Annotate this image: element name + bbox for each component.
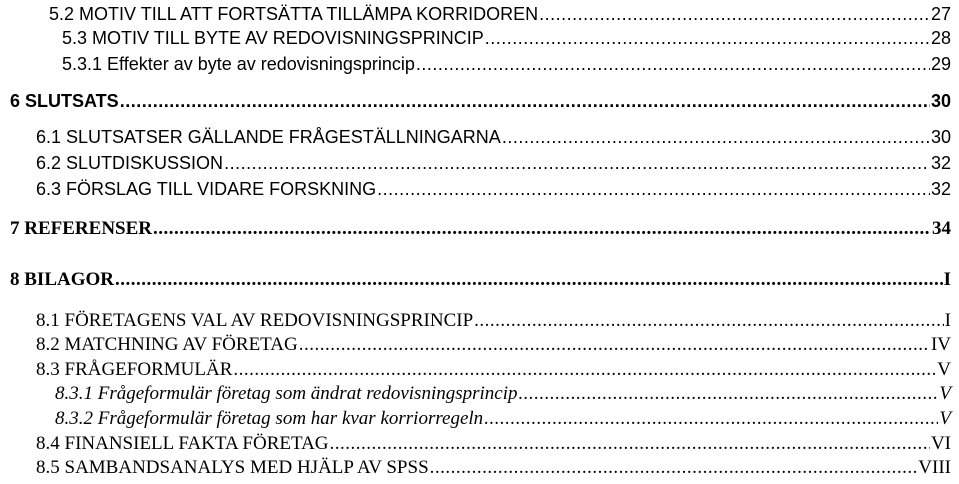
- toc-entry-8-3-2[interactable]: [55, 409, 951, 428]
- dot-leader: [430, 458, 918, 477]
- dot-leader: [519, 384, 939, 403]
- toc-entry-6-1[interactable]: [36, 128, 951, 146]
- toc-entry-title: 8.4 FINANSIELL FAKTA FÖRETAG: [36, 433, 329, 454]
- toc-entry-title: 8.1 FÖRETAGENS VAL AV REDOVISNINGSPRINCIP: [36, 310, 474, 331]
- toc-entry-8-1[interactable]: [36, 311, 951, 330]
- toc-entry-8[interactable]: [10, 270, 951, 289]
- toc-entry-title: 8.5 SAMBANDSANALYS MED HJÄLP AV SPSS: [36, 457, 429, 478]
- dot-leader: [502, 128, 930, 146]
- toc-entry-title: 6.1 SLUTSATSER GÄLLANDE FRÅGESTÄLLNINGARNA: [36, 127, 501, 147]
- toc-entry-6[interactable]: [10, 92, 951, 110]
- dot-leader: [299, 335, 930, 354]
- dot-leader: [120, 92, 930, 110]
- toc-entry-page: V: [939, 408, 951, 429]
- dot-leader: [330, 434, 930, 453]
- toc-entry-7[interactable]: [10, 219, 951, 238]
- toc-entry-5-2[interactable]: [49, 5, 951, 23]
- toc-entry-8-2[interactable]: [36, 335, 951, 354]
- toc-entry-title: 8.2 MATCHNING AV FÖRETAG: [36, 334, 298, 355]
- toc-entry-8-3[interactable]: [36, 360, 951, 379]
- toc-entry-page: 28: [930, 28, 951, 48]
- dot-leader: [377, 180, 930, 198]
- dot-leader: [416, 55, 930, 73]
- toc-entry-title: 6.3 FÖRSLAG TILL VIDARE FORSKNING: [36, 179, 377, 199]
- dot-leader: [539, 5, 930, 23]
- dot-leader: [474, 311, 944, 330]
- toc-entry-page: V: [937, 359, 951, 380]
- toc-entry-page: 30: [930, 91, 951, 111]
- toc-entry-page: 34: [932, 218, 951, 239]
- dot-leader: [153, 219, 931, 238]
- toc-entry-page: 30: [930, 127, 951, 147]
- toc-entry-title: 5.3 MOTIV TILL BYTE AV REDOVISNINGSPRINCIP: [62, 28, 484, 48]
- dot-leader: [115, 270, 943, 289]
- toc-entry-title: 6.2 SLUTDISKUSSION: [36, 153, 224, 173]
- dot-leader: [484, 409, 938, 428]
- toc-entry-title: 8 BILAGOR: [10, 269, 114, 290]
- toc-entry-5-3-1[interactable]: [62, 55, 951, 73]
- toc-entry-page: I: [944, 310, 951, 331]
- toc-entry-8-3-1[interactable]: [55, 384, 951, 403]
- toc-entry-title: 8.3 FRÅGEFORMULÄR: [36, 359, 233, 380]
- toc-entry-page: I: [943, 269, 951, 290]
- toc-entry-8-4[interactable]: [36, 434, 951, 453]
- toc-entry-page: 27: [930, 4, 951, 24]
- toc-entry-title: 5.3.1 Effekter av byte av redovisningsprincip: [62, 54, 415, 74]
- toc-entry-page: 29: [930, 54, 951, 74]
- dot-leader: [224, 154, 930, 172]
- toc-entry-title: 8.3.1 Frågeformulär företag som ändrat redovisningsprincip: [55, 383, 518, 404]
- toc-entry-8-5[interactable]: [36, 458, 951, 477]
- toc-entry-5-3[interactable]: [62, 29, 951, 47]
- toc-entry-title: 7 REFERENSER: [10, 218, 152, 239]
- toc-entry-title: 6 SLUTSATS: [10, 91, 119, 111]
- toc-entry-page: 32: [930, 179, 951, 199]
- toc-entry-page: IV: [930, 334, 951, 355]
- toc-entry-6-2[interactable]: [36, 154, 951, 172]
- dot-leader: [485, 29, 930, 47]
- dot-leader: [233, 360, 936, 379]
- toc-entry-page: 32: [930, 153, 951, 173]
- toc-entry-title: 8.3.2 Frågeformulär företag som har kvar korriorregeln: [55, 408, 484, 429]
- toc-entry-page: V: [939, 383, 951, 404]
- toc-entry-6-3[interactable]: [36, 180, 951, 198]
- toc-entry-title: 5.2 MOTIV TILL ATT FORTSÄTTA TILLÄMPA KORRIDOREN: [49, 4, 539, 24]
- toc-entry-page: VI: [930, 433, 951, 454]
- toc-entry-page: VIII: [918, 457, 951, 478]
